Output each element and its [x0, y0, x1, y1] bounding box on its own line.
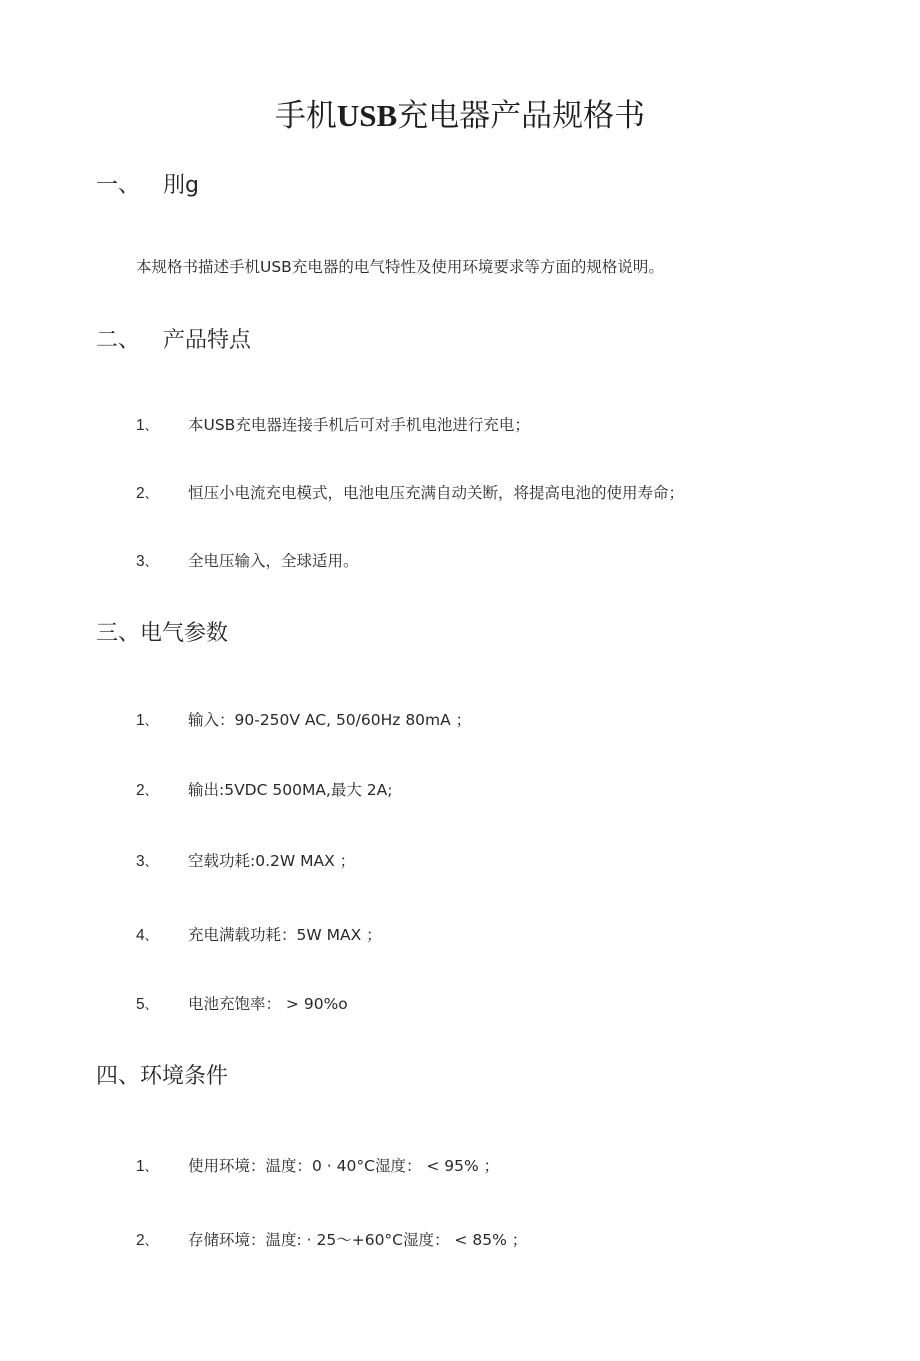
list-item-index: 5、 — [136, 996, 158, 1013]
section-heading-environment — [96, 1062, 228, 1092]
list-item-index: 2、 — [136, 1232, 158, 1249]
list-item-index: 1、 — [136, 712, 158, 729]
list-item-text: 电池充饱率： > 90%o — [188, 995, 348, 1013]
list-item-text: 全电压输入，全球适用。 — [188, 552, 359, 570]
section-heading-features — [96, 326, 251, 356]
title-latin: USB — [336, 98, 398, 133]
list-item-index: 1、 — [136, 417, 158, 434]
list-item — [136, 850, 355, 874]
list-item-text: 空载功耗:0.2W MAX ； — [188, 852, 356, 870]
list-item-text: 充电满载功耗：5W MAX ； — [188, 926, 382, 944]
title-suffix: 充电器产品规格书 — [397, 98, 646, 134]
list-item-index: 1、 — [136, 1158, 158, 1175]
list-item-index: 2、 — [136, 782, 158, 799]
list-item — [136, 414, 530, 438]
list-item — [136, 550, 359, 574]
list-item — [136, 779, 392, 803]
section-title: 刖g — [163, 173, 199, 198]
document-title — [0, 94, 920, 138]
list-item-index: 3、 — [136, 853, 158, 870]
list-item — [136, 993, 348, 1017]
list-item-text: 本USB充电器连接手机后可对手机电池进行充电； — [188, 416, 530, 434]
list-item-text: 使用环境：温度：0 · 40°C湿度： < 95% ； — [188, 1157, 500, 1175]
list-item-text: 恒压小电流充电模式，电池电压充满自动关断，将提高电池的使用寿命； — [188, 484, 685, 502]
section-number: 二、 — [96, 328, 141, 353]
list-item-index: 4、 — [136, 927, 158, 944]
title-prefix: 手机 — [274, 98, 337, 134]
section-heading-foreword — [96, 171, 199, 201]
list-item-index: 2、 — [136, 485, 158, 502]
section-number: 四、 — [96, 1064, 141, 1089]
list-item — [136, 924, 382, 948]
section-number: 一、 — [96, 173, 141, 198]
list-item — [136, 482, 684, 506]
section-title: 环境条件 — [140, 1064, 229, 1089]
section-heading-electrical — [96, 619, 228, 649]
list-item-text: 输出:5VDC 500MA,最大 2A; — [188, 781, 393, 799]
list-item — [136, 709, 471, 733]
list-item — [136, 1155, 499, 1179]
list-item-index: 3、 — [136, 553, 158, 570]
foreword-paragraph: 本规格书描述手机USB充电器的电气特性及使用环境要求等方面的规格说明。 — [136, 258, 664, 276]
list-item-text: 输入：90-250V AC, 50/60Hz 80mA ； — [188, 711, 472, 729]
section-title: 电气参数 — [140, 621, 229, 646]
section-title: 产品特点 — [163, 328, 252, 353]
list-item — [136, 1229, 527, 1253]
list-item-text: 存储环境：温度: · 25～+60°C湿度： < 85% ； — [188, 1231, 528, 1249]
section-number: 三、 — [96, 621, 141, 646]
